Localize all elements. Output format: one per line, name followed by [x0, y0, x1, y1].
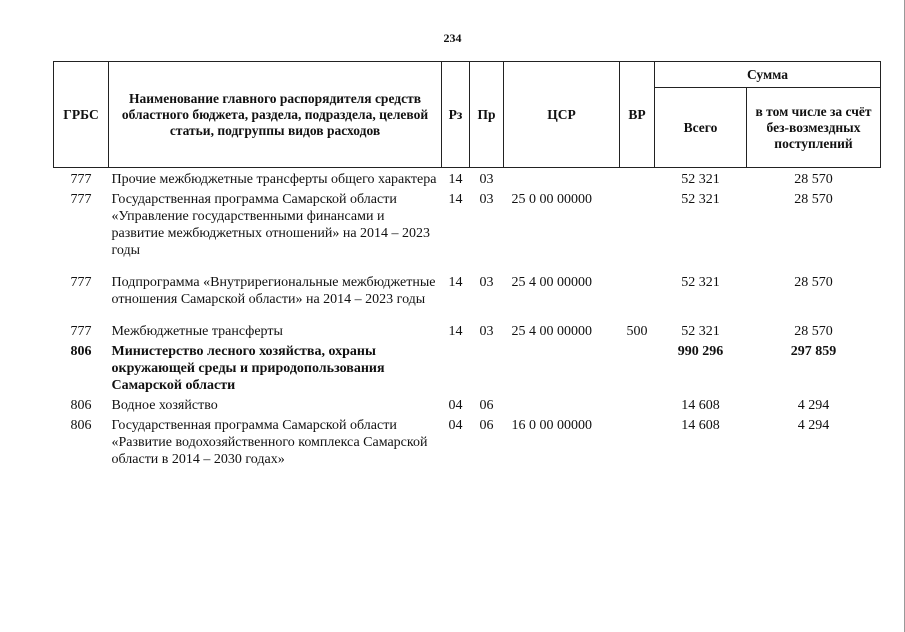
- cell-incl: 4 294: [797, 418, 830, 433]
- cell-vr: [620, 188, 655, 271]
- cell-pr: 03: [479, 275, 494, 290]
- header-csr: ЦСР: [504, 62, 620, 168]
- table-row: [54, 394, 881, 414]
- cell-rz: 14: [448, 275, 463, 290]
- cell-pr: 06: [479, 418, 494, 433]
- cell-pr: [470, 340, 504, 394]
- cell-grbs: 777: [70, 192, 92, 207]
- cell-pr: 03: [479, 192, 494, 207]
- cell-name: Межбюджетные трансферты: [111, 324, 283, 339]
- cell-grbs: 777: [70, 324, 92, 339]
- cell-vr: [620, 168, 655, 189]
- cell-name: Подпрограмма «Внутрирегиональные межбюджетные отношения Самарской области» на 2014 – 2023 годы: [111, 275, 436, 307]
- cell-csr: [504, 340, 620, 394]
- table-row: [54, 320, 881, 340]
- cell-pr: 03: [479, 324, 494, 339]
- cell-vr: [620, 394, 655, 414]
- header-rz: Рз: [442, 62, 470, 168]
- cell-vr: [620, 271, 655, 320]
- cell-incl: 297 859: [790, 344, 837, 359]
- cell-rz: 04: [448, 418, 463, 433]
- cell-total: 52 321: [681, 275, 720, 290]
- cell-rz: [442, 340, 470, 394]
- cell-csr: 16 0 00 00000: [511, 418, 592, 433]
- table-body: [54, 168, 881, 469]
- cell-name: Министерство лесного хозяйства, охраны окружающей среды и природопользования Самарской области: [111, 344, 385, 393]
- header-vr: ВР: [620, 62, 655, 168]
- cell-rz: 14: [448, 172, 463, 187]
- header-sum: Сумма: [655, 62, 881, 88]
- header-total: Всего: [655, 88, 747, 168]
- cell-grbs: 806: [70, 344, 92, 359]
- cell-total: 14 608: [681, 398, 720, 413]
- cell-incl: 28 570: [794, 192, 833, 207]
- cell-grbs: 806: [70, 398, 92, 413]
- cell-name: Прочие межбюджетные трансферты общего характера: [111, 172, 437, 187]
- header-pr: Пр: [470, 62, 504, 168]
- cell-vr: [620, 340, 655, 394]
- cell-incl: 28 570: [794, 275, 833, 290]
- cell-name: Государственная программа Самарской области «Развитие водохозяйственного комплекса Самарской области в 2014 – 2030 годах»: [111, 418, 428, 467]
- cell-total: 52 321: [681, 324, 720, 339]
- header-name: Наименование главного распорядителя средств областного бюджета, раздела, подраздела, целевой статьи, подгруппы видов расходов: [109, 62, 442, 168]
- cell-incl: 4 294: [797, 398, 830, 413]
- cell-pr: 03: [479, 172, 494, 187]
- table-row: [54, 168, 881, 189]
- cell-incl: 28 570: [794, 324, 833, 339]
- cell-total: 14 608: [681, 418, 720, 433]
- cell-name: Государственная программа Самарской области «Управление государственными финансами и развитие межбюджетных отношений» на 2014 – 2023 годы: [111, 192, 431, 258]
- cell-incl: 28 570: [794, 172, 833, 187]
- cell-total: 52 321: [681, 172, 720, 187]
- header-incl: в том числе за счёт без-возмездных поступлений: [747, 88, 881, 168]
- cell-vr: [620, 414, 655, 468]
- cell-csr: 25 4 00 00000: [511, 275, 592, 290]
- table-row: [54, 340, 881, 394]
- cell-total: 990 296: [677, 344, 724, 359]
- cell-csr: [504, 394, 620, 414]
- cell-vr: 500: [626, 324, 648, 339]
- cell-grbs: 806: [70, 418, 92, 433]
- cell-pr: 06: [479, 398, 494, 413]
- table-row: [54, 188, 881, 271]
- cell-grbs: 777: [70, 275, 92, 290]
- cell-rz: 04: [448, 398, 463, 413]
- cell-rz: 14: [448, 192, 463, 207]
- cell-csr: [504, 168, 620, 189]
- cell-name: Водное хозяйство: [111, 398, 218, 413]
- table-row: [54, 271, 881, 320]
- budget-table: [53, 61, 881, 468]
- table-header: [54, 62, 881, 168]
- page-number: 234: [443, 31, 462, 45]
- header-grbs: ГРБС: [54, 62, 109, 168]
- table-row: [54, 414, 881, 468]
- cell-rz: 14: [448, 324, 463, 339]
- cell-total: 52 321: [681, 192, 720, 207]
- cell-csr: 25 0 00 00000: [511, 192, 592, 207]
- cell-grbs: 777: [70, 172, 92, 187]
- cell-csr: 25 4 00 00000: [511, 324, 592, 339]
